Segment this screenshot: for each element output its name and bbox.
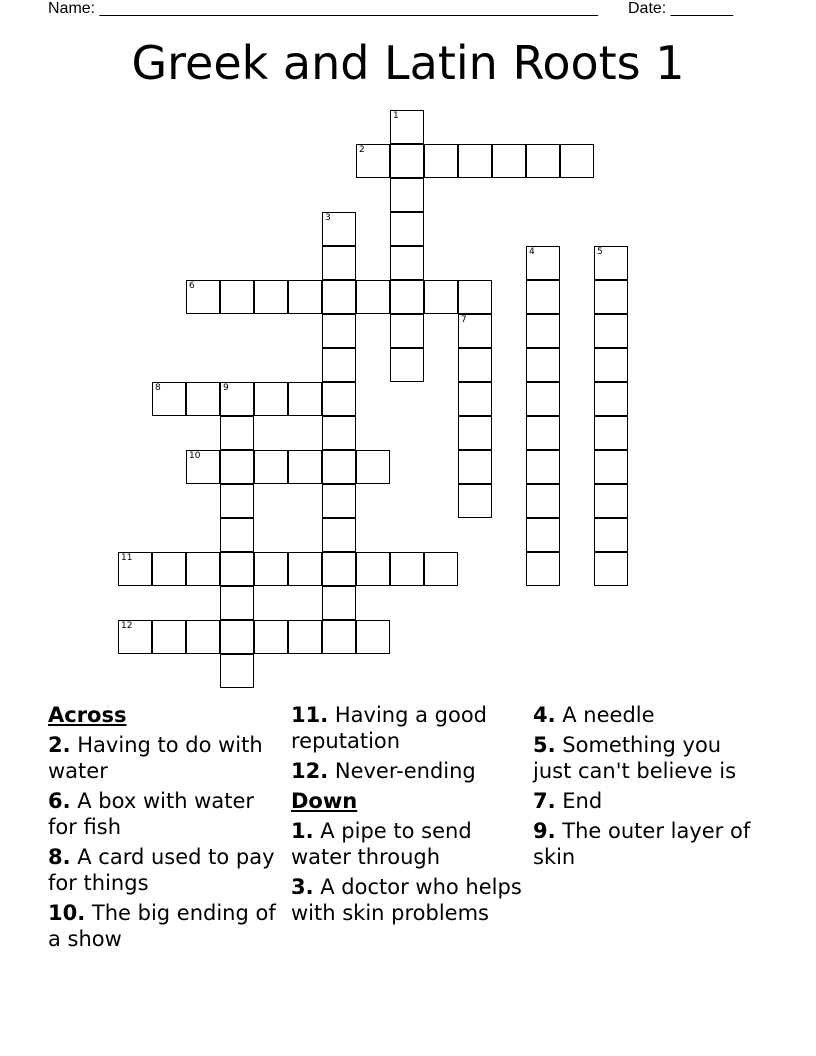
clue-column-2 bbox=[291, 702, 523, 926]
across-heading: Across bbox=[48, 703, 127, 727]
crossword-cell[interactable] bbox=[118, 552, 152, 586]
crossword-cell[interactable] bbox=[288, 450, 322, 484]
clue-number: 10 bbox=[189, 451, 201, 461]
crossword-cell[interactable] bbox=[594, 382, 628, 416]
crossword-cell[interactable] bbox=[492, 144, 526, 178]
clue-across-12: 12. Never-ending bbox=[291, 759, 476, 783]
crossword-cell[interactable] bbox=[390, 348, 424, 382]
crossword-cell[interactable] bbox=[526, 382, 560, 416]
crossword-cell[interactable] bbox=[322, 450, 356, 484]
crossword-cell[interactable] bbox=[526, 552, 560, 586]
clue-number: 2 bbox=[359, 145, 365, 155]
crossword-cell[interactable] bbox=[322, 280, 356, 314]
crossword-cell[interactable] bbox=[594, 416, 628, 450]
clue-across-11: 11. Having a good reputation bbox=[291, 703, 488, 753]
crossword-cell[interactable] bbox=[186, 552, 220, 586]
crossword-cell[interactable] bbox=[322, 586, 356, 620]
crossword-cell[interactable] bbox=[254, 552, 288, 586]
crossword-cell[interactable] bbox=[322, 620, 356, 654]
crossword-cell[interactable] bbox=[526, 314, 560, 348]
crossword-cell[interactable] bbox=[560, 144, 594, 178]
crossword-cell[interactable] bbox=[458, 450, 492, 484]
crossword-cell[interactable] bbox=[458, 144, 492, 178]
crossword-cell[interactable] bbox=[594, 518, 628, 552]
crossword-cell[interactable] bbox=[594, 314, 628, 348]
clue-across-10: 10. The big ending of a show bbox=[48, 901, 276, 951]
clue-down-1: 1. A pipe to send water through bbox=[291, 819, 472, 869]
clue-down-7: 7. End bbox=[533, 789, 603, 813]
crossword-cell[interactable] bbox=[526, 246, 560, 280]
crossword-cell[interactable] bbox=[288, 382, 322, 416]
crossword-cell[interactable] bbox=[458, 348, 492, 382]
crossword-cell[interactable] bbox=[186, 280, 220, 314]
clue-number: 6 bbox=[189, 281, 195, 291]
clue-down-4: 4. A needle bbox=[533, 703, 655, 727]
crossword-cell[interactable] bbox=[458, 416, 492, 450]
crossword-cell[interactable] bbox=[220, 280, 254, 314]
crossword-cell[interactable] bbox=[288, 620, 322, 654]
clue-number: 1 bbox=[393, 111, 399, 121]
crossword-cell[interactable] bbox=[458, 314, 492, 348]
crossword-cell[interactable] bbox=[254, 620, 288, 654]
crossword-cell[interactable] bbox=[356, 620, 390, 654]
crossword-cell[interactable] bbox=[594, 246, 628, 280]
clue-number: 3 bbox=[325, 213, 331, 223]
clue-number: 8 bbox=[155, 383, 161, 393]
crossword-cell[interactable] bbox=[220, 518, 254, 552]
crossword-cell[interactable] bbox=[152, 552, 186, 586]
clue-across-8: 8. A card used to pay for things bbox=[48, 845, 275, 895]
crossword-cell[interactable] bbox=[390, 280, 424, 314]
crossword-cell[interactable] bbox=[390, 552, 424, 586]
crossword-cell[interactable] bbox=[526, 518, 560, 552]
crossword-cell[interactable] bbox=[526, 144, 560, 178]
clue-across-6: 6. A box with water for fish bbox=[48, 789, 255, 839]
crossword-cell[interactable] bbox=[390, 110, 424, 144]
clue-down-5: 5. Something you just can't believe is bbox=[533, 733, 737, 783]
crossword-cell[interactable] bbox=[186, 620, 220, 654]
crossword-cell[interactable] bbox=[322, 552, 356, 586]
crossword-cell[interactable] bbox=[526, 484, 560, 518]
crossword-cell[interactable] bbox=[322, 246, 356, 280]
crossword-cell[interactable] bbox=[220, 484, 254, 518]
crossword-cell[interactable] bbox=[390, 246, 424, 280]
crossword-cell[interactable] bbox=[254, 450, 288, 484]
crossword-cell[interactable] bbox=[322, 212, 356, 246]
crossword-cell[interactable] bbox=[322, 382, 356, 416]
crossword-cell[interactable] bbox=[594, 280, 628, 314]
clue-across-2: 2. Having to do with water bbox=[48, 733, 263, 783]
clue-number: 4 bbox=[529, 247, 535, 257]
clue-down-3: 3. A doctor who helps with skin problems bbox=[291, 875, 522, 925]
crossword-cell[interactable] bbox=[220, 620, 254, 654]
crossword-cell[interactable] bbox=[220, 416, 254, 450]
crossword-cell[interactable] bbox=[118, 620, 152, 654]
crossword-cell[interactable] bbox=[356, 450, 390, 484]
crossword-cell[interactable] bbox=[390, 178, 424, 212]
crossword-cell[interactable] bbox=[424, 552, 458, 586]
crossword-cell[interactable] bbox=[322, 348, 356, 382]
crossword-cell[interactable] bbox=[220, 382, 254, 416]
crossword-cell[interactable] bbox=[322, 314, 356, 348]
down-heading: Down bbox=[291, 789, 358, 813]
crossword-cell[interactable] bbox=[186, 450, 220, 484]
crossword-cell[interactable] bbox=[594, 450, 628, 484]
crossword-cell[interactable] bbox=[322, 518, 356, 552]
crossword-cell[interactable] bbox=[390, 212, 424, 246]
crossword-cell[interactable] bbox=[458, 280, 492, 314]
clue-number: 5 bbox=[597, 247, 603, 257]
crossword-cell[interactable] bbox=[254, 280, 288, 314]
crossword-cell[interactable] bbox=[594, 348, 628, 382]
clue-number: 12 bbox=[121, 621, 133, 631]
crossword-cell[interactable] bbox=[390, 314, 424, 348]
crossword-cell[interactable] bbox=[424, 280, 458, 314]
crossword-cell[interactable] bbox=[322, 416, 356, 450]
crossword-cell[interactable] bbox=[220, 654, 254, 688]
date-field-label: Date: _______ bbox=[628, 0, 733, 17]
clue-down-9: 9. The outer layer of skin bbox=[533, 819, 751, 869]
crossword-cell[interactable] bbox=[356, 552, 390, 586]
crossword-cell[interactable] bbox=[526, 280, 560, 314]
crossword-cell[interactable] bbox=[458, 382, 492, 416]
crossword-cell[interactable] bbox=[458, 484, 492, 518]
crossword-cell[interactable] bbox=[220, 586, 254, 620]
crossword-cell[interactable] bbox=[288, 280, 322, 314]
clue-number: 11 bbox=[121, 553, 133, 563]
clue-number: 7 bbox=[461, 315, 467, 325]
page-title: Greek and Latin Roots 1 bbox=[131, 36, 685, 90]
crossword-cell[interactable] bbox=[288, 552, 322, 586]
crossword-cell[interactable] bbox=[526, 450, 560, 484]
crossword-cell[interactable] bbox=[152, 620, 186, 654]
crossword-cell[interactable] bbox=[322, 484, 356, 518]
crossword-cell[interactable] bbox=[356, 144, 390, 178]
crossword-cell[interactable] bbox=[594, 484, 628, 518]
clue-column-3 bbox=[533, 702, 765, 870]
crossword-cell[interactable] bbox=[220, 450, 254, 484]
clue-number: 9 bbox=[223, 383, 229, 393]
crossword-cell[interactable] bbox=[526, 416, 560, 450]
crossword-cell[interactable] bbox=[390, 144, 424, 178]
crossword-cell[interactable] bbox=[186, 382, 220, 416]
clue-column-1 bbox=[48, 702, 280, 952]
crossword-cell[interactable] bbox=[254, 382, 288, 416]
crossword-cell[interactable] bbox=[526, 348, 560, 382]
crossword-cell[interactable] bbox=[356, 280, 390, 314]
crossword-cell[interactable] bbox=[220, 552, 254, 586]
crossword-cell[interactable] bbox=[424, 144, 458, 178]
name-field-label: Name: ________________________________________________________ bbox=[48, 0, 598, 17]
crossword-cell[interactable] bbox=[594, 552, 628, 586]
crossword-cell[interactable] bbox=[152, 382, 186, 416]
